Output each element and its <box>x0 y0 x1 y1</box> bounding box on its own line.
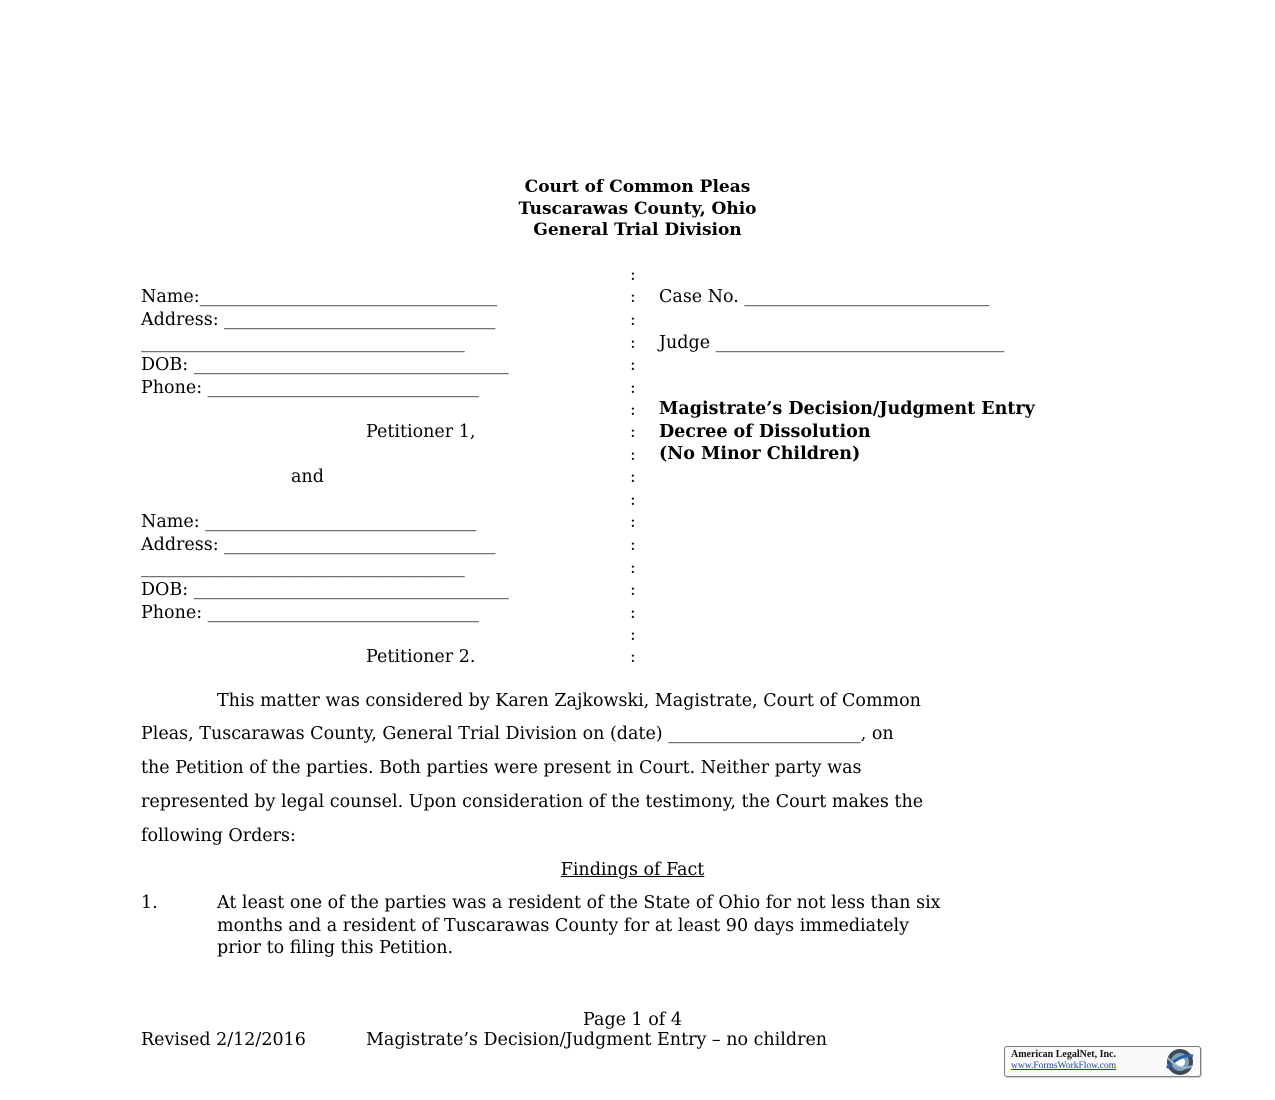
body-line-2: Pleas, Tuscarawas County, General Trial Division on (date) ______________________, on <box>141 724 894 744</box>
body-line-1: This matter was considered by Karen Zajkowski, Magistrate, Court of Common <box>217 691 921 711</box>
globe-icon <box>1162 1046 1198 1078</box>
findings-heading: Findings of Fact <box>560 860 705 880</box>
caption-divider-colon: : <box>630 603 636 623</box>
petitioner2-name-field: Name: _______________________________ <box>141 512 477 532</box>
court-name: Court of Common Pleas <box>524 177 751 197</box>
revised-date: Revised 2/12/2016 <box>141 1030 306 1050</box>
page-number: Page 1 of 4 <box>583 1010 682 1030</box>
finding-1-line-2: months and a resident of Tuscarawas County for at least 90 days immediately <box>217 916 909 936</box>
caption-divider-colon: : <box>630 490 636 510</box>
caption-divider-colon: : <box>630 512 636 532</box>
american-legalnet-logo <box>1004 1046 1201 1077</box>
caption-divider-colon: : <box>630 647 636 667</box>
caption-divider-colon: : <box>630 378 636 398</box>
document-title: Magistrate’s Decision/Judgment Entry <box>659 399 1035 419</box>
and-label: and <box>291 467 324 487</box>
document-subtitle: Decree of Dissolution <box>659 422 871 442</box>
body-line-5: following Orders: <box>141 826 296 846</box>
logo-website-link[interactable]: www.FormsWorkFlow.com <box>1011 1061 1117 1071</box>
county-name: Tuscarawas County, Ohio <box>518 199 757 219</box>
caption-divider-colon: : <box>630 467 636 487</box>
caption-divider-colon: : <box>630 445 636 465</box>
caption-divider-colon: : <box>630 535 636 555</box>
petitioner1-label: Petitioner 1, <box>366 422 476 442</box>
caption-divider-colon: : <box>630 400 636 420</box>
petitioner1-phone-field: Phone: _______________________________ <box>141 378 479 398</box>
finding-1-line-3: prior to filing this Petition. <box>217 938 454 958</box>
body-line-4: represented by legal counsel. Upon consideration of the testimony, the Court makes the <box>141 792 924 812</box>
logo-company-name: American LegalNet, Inc. <box>1011 1049 1116 1060</box>
finding-number: 1. <box>141 893 158 913</box>
document-qualifier: (No Minor Children) <box>659 444 861 464</box>
petitioner1-address-field: Address: _______________________________ <box>141 310 496 330</box>
caption-divider-colon: : <box>630 558 636 578</box>
petitioner2-address-field: Address: _______________________________ <box>141 535 496 555</box>
caption-divider-colon: : <box>630 625 636 645</box>
finding-1-line-1: At least one of the parties was a resident of the State of Ohio for not less than six <box>217 893 941 913</box>
petitioner2-phone-field: Phone: _______________________________ <box>141 603 479 623</box>
petitioner1-name-field: Name:__________________________________ <box>141 287 498 307</box>
petitioner2-label: Petitioner 2. <box>366 647 476 667</box>
petitioner1-dob-field: DOB: ____________________________________ <box>141 355 509 375</box>
caption-divider-colon: : <box>630 265 636 285</box>
judge-field: Judge _________________________________ <box>659 333 1005 353</box>
caption-divider-colon: : <box>630 422 636 442</box>
caption-divider-colon: : <box>630 287 636 307</box>
caption-divider-colon: : <box>630 333 636 353</box>
division-name: General Trial Division <box>533 220 742 240</box>
body-line-3: the Petition of the parties. Both parties were present in Court. Neither party was <box>141 758 862 778</box>
caption-divider-colon: : <box>630 355 636 375</box>
caption-divider-colon: : <box>630 310 636 330</box>
petitioner2-dob-field: DOB: ____________________________________ <box>141 580 509 600</box>
caption-divider-colon: : <box>630 580 636 600</box>
petitioner2-address-line2: _____________________________________ <box>141 558 465 578</box>
footer-form-title: Magistrate’s Decision/Judgment Entry – no children <box>366 1030 828 1050</box>
petitioner1-address-line2: _____________________________________ <box>141 333 465 353</box>
case-number-field: Case No. ____________________________ <box>659 287 990 307</box>
